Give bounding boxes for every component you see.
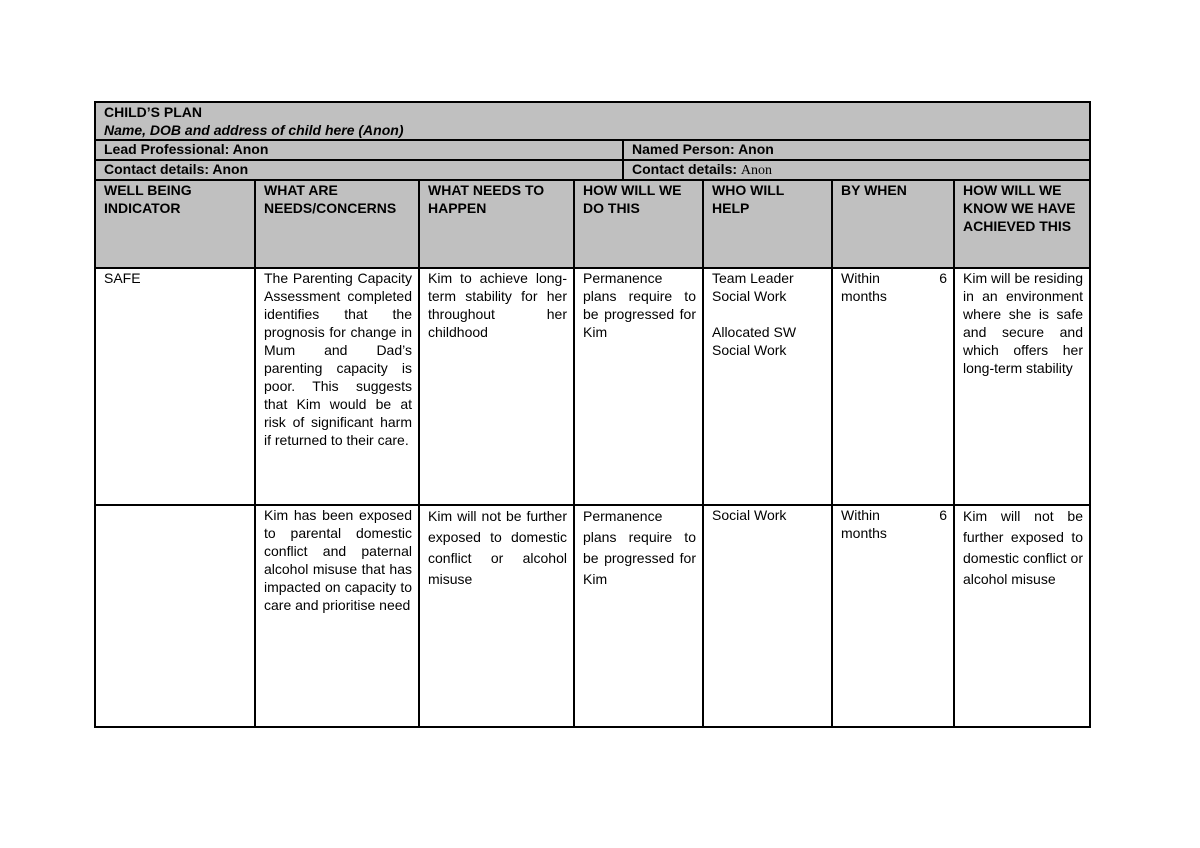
who-will-help-entry: Social Work	[712, 507, 787, 523]
childs-plan-table	[94, 101, 1091, 728]
plan-title-row	[95, 102, 1090, 140]
by-when-unit: months	[841, 525, 887, 541]
header-how-will-we-do-this: HOW WILL WE DO THIS	[574, 180, 703, 268]
plan-subtitle: Name, DOB and address of child here (Anon)	[104, 122, 404, 138]
who-will-help-cell	[703, 268, 832, 505]
by-when-within: Within	[841, 270, 880, 286]
by-when-unit: months	[841, 288, 887, 304]
wellbeing-indicator-cell	[95, 505, 255, 727]
achieved-cell: Kim will be residing in an environment where she is safe and secure and which offers her long-term stability	[954, 268, 1090, 505]
how-will-we-do-this-cell: Permanence plans require to be progressed for Kim	[574, 505, 703, 727]
contact-row	[95, 160, 1090, 180]
header-by-when: BY WHEN	[832, 180, 954, 268]
header-wellbeing-indicator: WELL BEING INDICATOR	[95, 180, 255, 268]
concern-cell: The Parenting Capacity Assessment completed identifies that the prognosis for change in Mum and Dad’s parenting capacity is poor. This suggests that Kim would be at risk of significant harm if returned to their care.	[255, 268, 419, 505]
header-needs-concerns: WHAT ARE NEEDS/CONCERNS	[255, 180, 419, 268]
by-when-number: 6	[939, 507, 947, 523]
by-when-cell	[832, 268, 954, 505]
how-will-we-do-this-cell: Permanence plans require to be progressed for Kim	[574, 268, 703, 505]
who-will-help-entry: Allocated SW Social Work	[712, 324, 797, 358]
named-person: Named Person: Anon	[623, 140, 1090, 160]
contact-details-left: Contact details: Anon	[95, 160, 623, 180]
contact-details-right-label: Contact details:	[632, 161, 738, 177]
by-when-within: Within	[841, 507, 880, 523]
plan-title-cell	[95, 102, 1090, 140]
lead-professional: Lead Professional: Anon	[95, 140, 623, 160]
column-header-row	[95, 180, 1090, 268]
contact-details-right-value: Anon	[740, 163, 773, 178]
what-needs-to-happen-cell: Kim to achieve long-term stability for her throughout her childhood	[419, 268, 574, 505]
table-row	[95, 505, 1090, 727]
wellbeing-indicator-cell: SAFE	[95, 268, 255, 505]
header-what-needs-to-happen: WHAT NEEDS TO HAPPEN	[419, 180, 574, 268]
table-row	[95, 268, 1090, 505]
contact-details-right	[623, 160, 1090, 180]
professional-row	[95, 140, 1090, 160]
concern-cell: Kim has been exposed to parental domestic conflict and paternal alcohol misuse that has impacted on capacity to care and prioritise need	[255, 505, 419, 727]
plan-title: CHILD’S PLAN	[104, 104, 202, 120]
header-who-will-help: WHO WILL HELP	[703, 180, 832, 268]
who-will-help-entry: Team Leader Social Work	[712, 270, 794, 304]
what-needs-to-happen-cell: Kim will not be further exposed to domestic conflict or alcohol misuse	[419, 505, 574, 727]
achieved-cell: Kim will not be further exposed to domestic conflict or alcohol misuse	[954, 505, 1090, 727]
by-when-number: 6	[939, 270, 947, 286]
by-when-cell	[832, 505, 954, 727]
who-will-help-cell	[703, 505, 832, 727]
header-how-will-we-know: HOW WILL WE KNOW WE HAVE ACHIEVED THIS	[954, 180, 1090, 268]
